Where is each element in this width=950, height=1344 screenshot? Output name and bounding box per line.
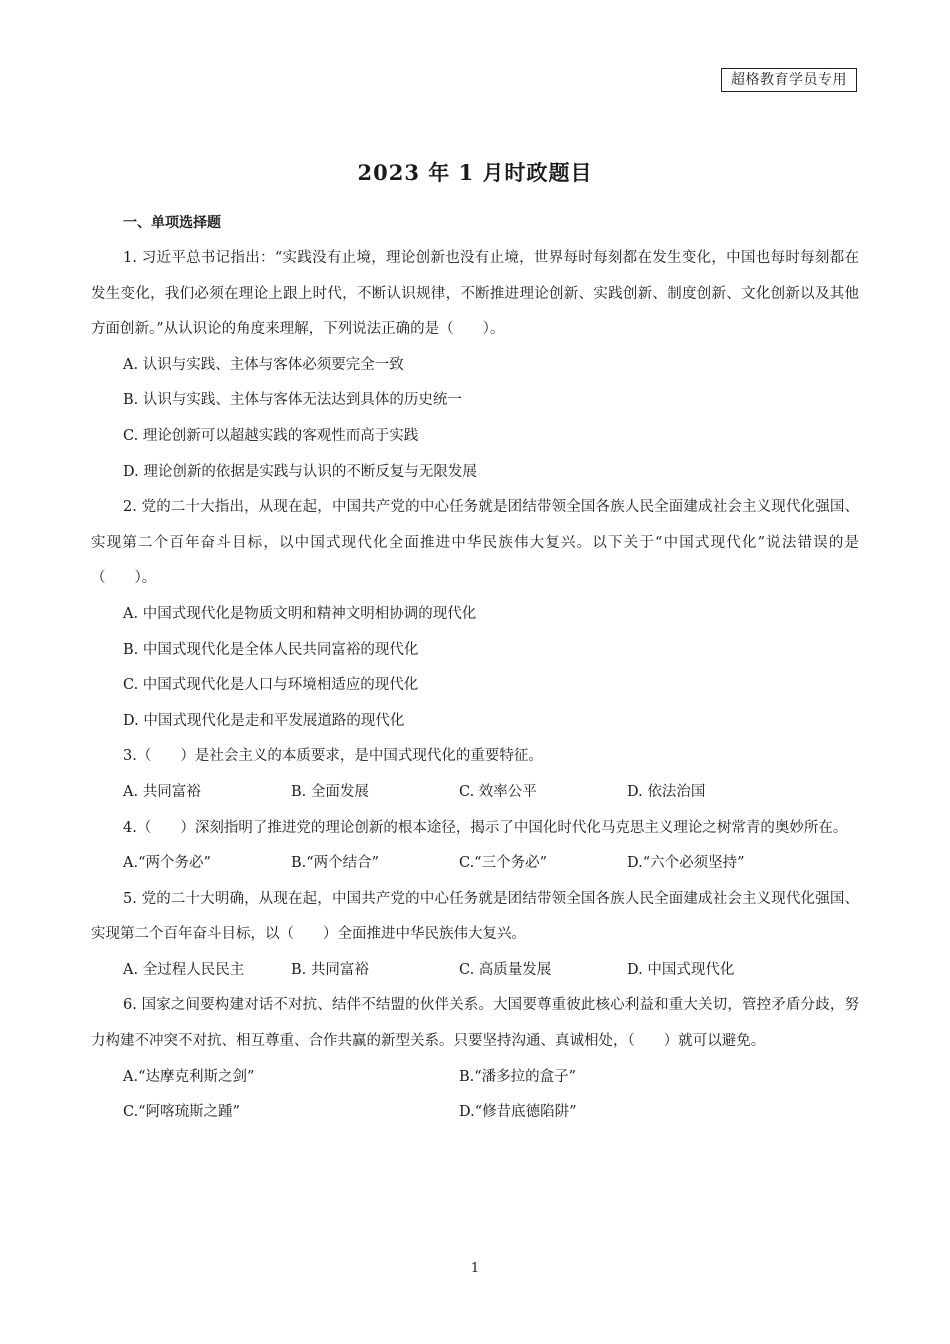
- question-list: [91, 241, 859, 1131]
- question-2: [91, 490, 859, 739]
- option-b: B. 共同富裕: [291, 961, 369, 978]
- question-stem: 6. 国家之间要构建对话不对抗、结伴不结盟的伙伴关系。大国要尊重彼此核心利益和重大关切，管控矛盾分歧，努力构建不冲突不对抗、相互尊重、合作共赢的新型关系。只要坚持沟通、真诚相处，（ ）就可以避免。: [91, 997, 859, 1050]
- question-stem: 1. 习近平总书记指出：“实践没有止境，理论创新也没有止境，世界每时每刻都在发生变化，中国也每时每刻都在发生变化，我们必须在理论上跟上时代，不断认识规律，不断推进理论创新、实践创新、制度创新、文化创新以及其他方面创新。”从认识论的角度来理解，下列说法正确的是（ ）。: [91, 250, 859, 338]
- question-4: [91, 811, 859, 882]
- options-row: [91, 1095, 859, 1131]
- question-1: [91, 241, 859, 490]
- page-number: 1: [470, 1261, 480, 1276]
- option-d: D.“六个必须坚持”: [627, 855, 745, 872]
- option-b: B.“潘多拉的盒子”: [459, 1068, 577, 1085]
- section-heading: 一、单项选择题: [123, 215, 221, 231]
- options-row: [91, 953, 859, 989]
- question-6: [91, 988, 859, 1130]
- option-d: D. 理论创新的依据是实践与认识的不断反复与无限发展: [123, 463, 477, 480]
- option-a: A.“两个务必”: [123, 855, 211, 872]
- question-stem: 3.（ ）是社会主义的本质要求，是中国式现代化的重要特征。: [123, 748, 543, 765]
- question-stem: 4.（ ）深刻指明了推进党的理论创新的根本途径，揭示了中国化时代化马克思主义理论之树常青的奥妙所在。: [123, 819, 848, 836]
- option-b: B. 认识与实践、主体与客体无法达到具体的历史统一: [123, 392, 462, 409]
- option-d: D. 中国式现代化是走和平发展道路的现代化: [123, 712, 405, 729]
- option-b: B. 全面发展: [291, 783, 369, 800]
- option-c: C.“三个务必”: [459, 855, 548, 872]
- option-a: A. 认识与实践、主体与客体必须要完全一致: [123, 356, 404, 373]
- exclusive-use-stamp: 超格教育学员专用: [721, 68, 857, 92]
- question-3: [91, 739, 859, 810]
- question-5: [91, 882, 859, 989]
- option-c: C.“阿喀琉斯之踵”: [123, 1104, 241, 1121]
- option-c: C. 理论创新可以超越实践的客观性而高于实践: [123, 427, 419, 444]
- option-c: C. 效率公平: [459, 783, 537, 800]
- options-row: [91, 846, 859, 882]
- option-a: A. 共同富裕: [123, 783, 201, 800]
- option-a: A. 全过程人民民主: [123, 961, 245, 978]
- option-d: D. 依法治国: [627, 783, 706, 800]
- options-row: [91, 775, 859, 811]
- option-a: A.“达摩克利斯之剑”: [123, 1068, 255, 1085]
- question-stem: 2. 党的二十大指出，从现在起，中国共产党的中心任务就是团结带领全国各族人民全面建成社会主义现代化强国、实现第二个百年奋斗目标，以中国式现代化全面推进中华民族伟大复兴。以下关于“中国式现代化”说法错误的是（ ）。: [91, 499, 859, 587]
- question-stem: 5. 党的二十大明确，从现在起，中国共产党的中心任务就是团结带领全国各族人民全面建成社会主义现代化强国、实现第二个百年奋斗目标，以（ ）全面推进中华民族伟大复兴。: [91, 890, 859, 943]
- option-d: D.“修昔底德陷阱”: [459, 1104, 577, 1121]
- option-d: D. 中国式现代化: [627, 961, 735, 978]
- options-row: [91, 1060, 859, 1096]
- document-title: 2023 年 1 月时政题目: [357, 160, 593, 185]
- option-c: C. 中国式现代化是人口与环境相适应的现代化: [123, 677, 419, 694]
- option-b: B. 中国式现代化是全体人民共同富裕的现代化: [123, 641, 419, 658]
- option-b: B.“两个结合”: [291, 855, 380, 872]
- option-c: C. 高质量发展: [459, 961, 552, 978]
- option-a: A. 中国式现代化是物质文明和精神文明相协调的现代化: [123, 605, 477, 622]
